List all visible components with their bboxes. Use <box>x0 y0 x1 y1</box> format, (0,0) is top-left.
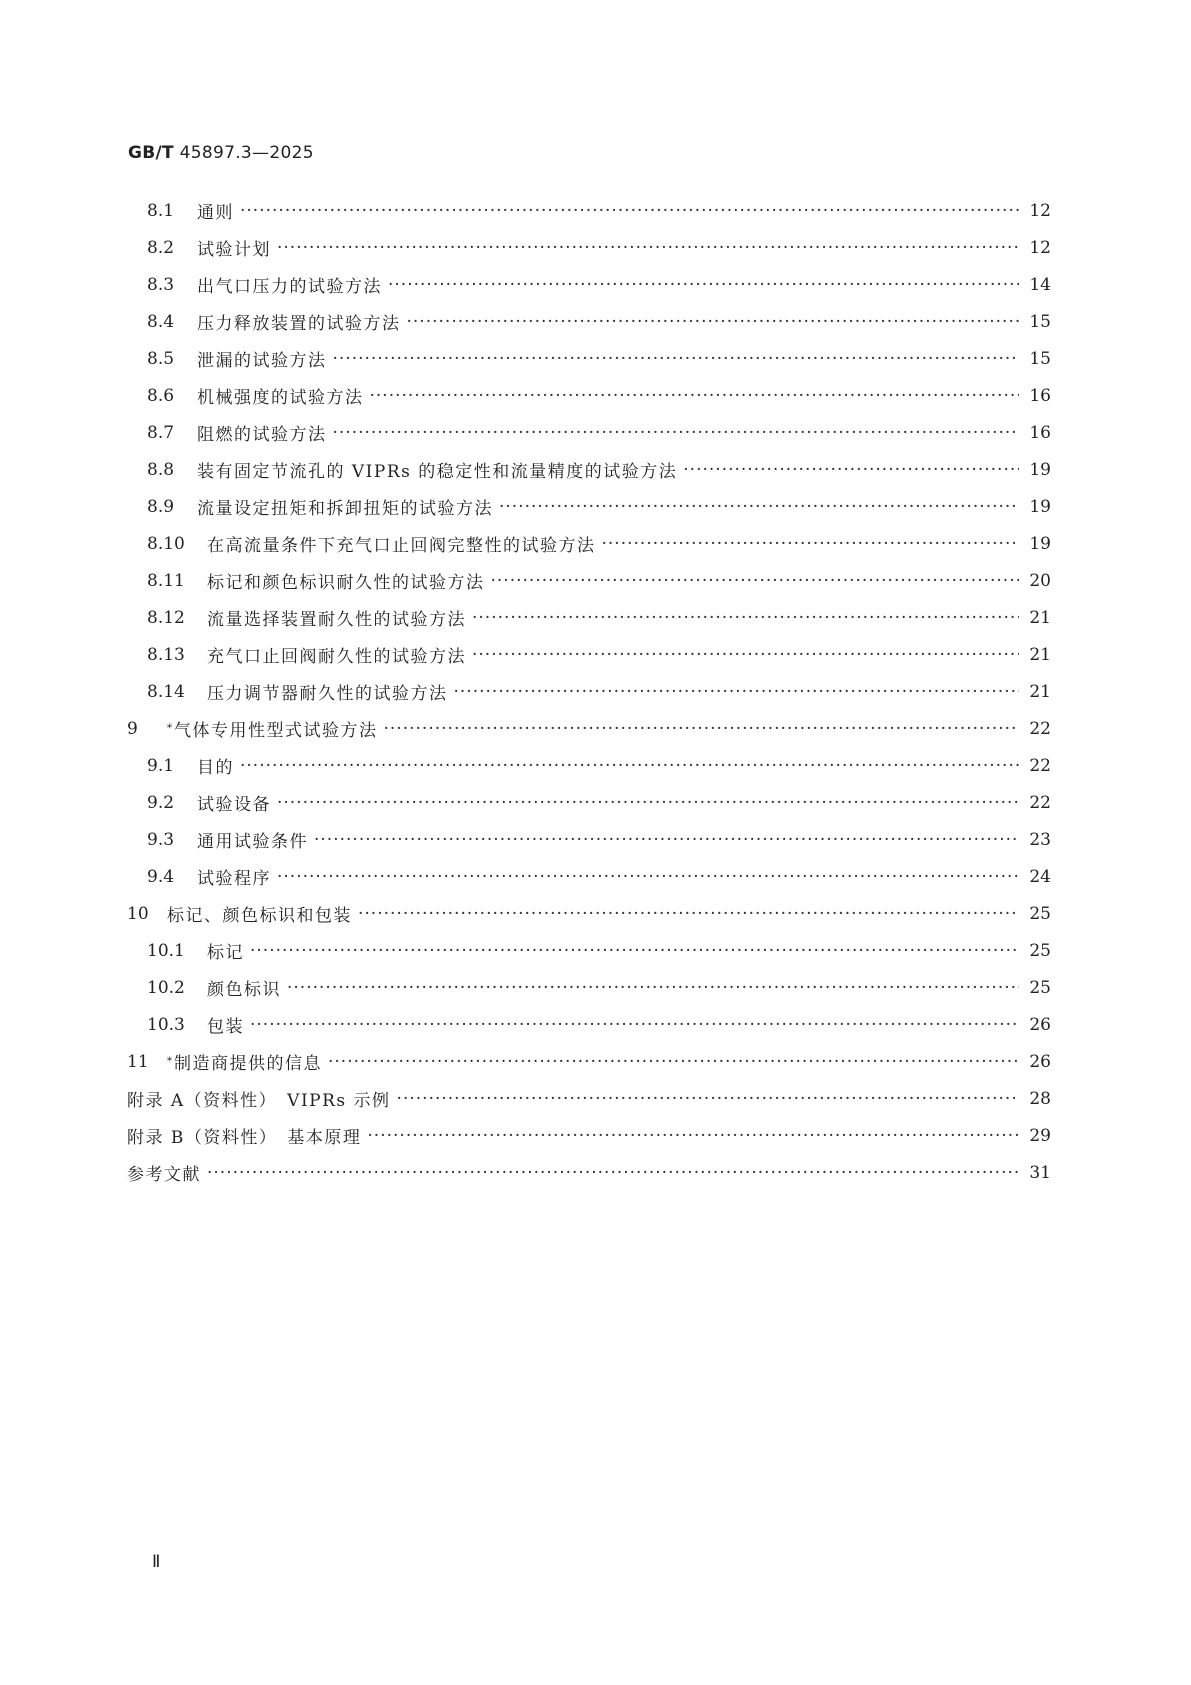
dot-leader <box>333 423 1020 443</box>
toc-entry-number: 9 <box>127 718 138 739</box>
toc-entry[interactable] <box>127 451 1051 488</box>
toc-entry-title: 通则 <box>197 203 234 223</box>
toc-entry[interactable] <box>127 303 1051 340</box>
toc-entry[interactable] <box>127 192 1051 229</box>
toc-entry[interactable] <box>127 266 1051 303</box>
toc-entry-page: 21 <box>1029 607 1051 628</box>
dot-leader <box>388 275 1019 295</box>
dot-leader <box>328 1052 1019 1072</box>
toc-entry-number: 8.8 <box>147 459 175 480</box>
toc-entry-title: 装有固定节流孔的 VIPRs 的稳定性和流量精度的试验方法 <box>197 462 678 482</box>
table-of-contents <box>127 192 1051 1191</box>
toc-entry-title: 压力调节器耐久性的试验方法 <box>207 684 448 704</box>
toc-entry-number: 9.1 <box>147 755 175 776</box>
toc-entry-page: 16 <box>1029 422 1051 443</box>
toc-entry-title: 目的 <box>197 758 234 778</box>
toc-entry-title: 颜色标识 <box>207 980 281 1000</box>
toc-entry-title: 机械强度的试验方法 <box>197 388 364 408</box>
toc-entry-title: 压力释放装置的试验方法 <box>197 314 401 334</box>
toc-entry[interactable] <box>127 673 1051 710</box>
toc-entry-number: 8.4 <box>147 311 175 332</box>
dot-leader <box>358 904 1019 924</box>
toc-entry-title: 试验程序 <box>197 869 271 889</box>
toc-entry[interactable] <box>127 932 1051 969</box>
document-header <box>128 143 314 163</box>
toc-entry[interactable] <box>127 488 1051 525</box>
page-number: Ⅱ <box>152 1552 161 1571</box>
toc-entry-number: 9.2 <box>147 792 175 813</box>
dot-leader <box>277 867 1019 887</box>
dot-leader <box>472 608 1019 628</box>
toc-entry-page: 22 <box>1029 792 1051 813</box>
toc-entry-number: 8.3 <box>147 274 175 295</box>
toc-entry[interactable] <box>127 525 1051 562</box>
toc-entry-title: 附录 B（资料性） 基本原理 <box>127 1128 362 1148</box>
toc-entry[interactable] <box>127 562 1051 599</box>
dot-leader <box>333 349 1020 369</box>
toc-entry-number: 8.6 <box>147 385 175 406</box>
dot-leader <box>397 1089 1019 1109</box>
toc-entry[interactable] <box>127 747 1051 784</box>
toc-entry[interactable] <box>127 1154 1051 1191</box>
toc-entry-title: 制造商提供的信息 <box>174 1054 322 1074</box>
toc-entry-title: 在高流量条件下充气口止回阀完整性的试验方法 <box>207 536 596 556</box>
dot-leader <box>287 978 1019 998</box>
toc-entry-page: 21 <box>1029 681 1051 702</box>
toc-entry-title: 标记、颜色标识和包装 <box>167 906 352 926</box>
toc-entry-number: 8.7 <box>147 422 175 443</box>
dot-leader <box>491 571 1020 591</box>
toc-entry-page: 12 <box>1029 200 1051 221</box>
toc-entry-page: 26 <box>1029 1014 1051 1035</box>
toc-entry-page: 15 <box>1029 311 1051 332</box>
toc-entry[interactable] <box>127 636 1051 673</box>
toc-entry-number: 8.9 <box>147 496 175 517</box>
toc-entry-title: 泄漏的试验方法 <box>197 351 327 371</box>
toc-entry-page: 29 <box>1029 1125 1051 1146</box>
toc-entry-page: 25 <box>1029 903 1051 924</box>
toc-entry-title: 标记 <box>207 943 244 963</box>
toc-entry-number: 8.2 <box>147 237 175 258</box>
toc-entry-title: 通用试验条件 <box>197 832 308 852</box>
toc-entry-title: 流量选择装置耐久性的试验方法 <box>207 610 466 630</box>
toc-entry[interactable] <box>127 821 1051 858</box>
toc-entry-page: 22 <box>1029 718 1051 739</box>
toc-entry-title: 试验设备 <box>197 795 271 815</box>
toc-entry-number: 8.1 <box>147 200 175 221</box>
toc-entry-page: 19 <box>1029 496 1051 517</box>
toc-entry-page: 19 <box>1029 533 1051 554</box>
toc-entry[interactable] <box>127 414 1051 451</box>
dot-leader <box>683 460 1019 480</box>
dot-leader <box>277 238 1019 258</box>
toc-entry-page: 22 <box>1029 755 1051 776</box>
toc-entry-page: 19 <box>1029 459 1051 480</box>
toc-entry-number: 10.3 <box>147 1014 185 1035</box>
toc-entry[interactable] <box>127 1043 1051 1080</box>
toc-entry-number: 10.2 <box>147 977 185 998</box>
toc-entry[interactable] <box>127 784 1051 821</box>
toc-entry-title: 标记和颜色标识耐久性的试验方法 <box>207 573 485 593</box>
toc-entry[interactable] <box>127 377 1051 414</box>
toc-entry-page: 25 <box>1029 977 1051 998</box>
toc-entry-page: 14 <box>1029 274 1051 295</box>
toc-entry-number: 8.11 <box>147 570 185 591</box>
dot-leader <box>367 1126 1019 1146</box>
toc-entry-page: 31 <box>1029 1162 1051 1183</box>
toc-entry[interactable] <box>127 969 1051 1006</box>
toc-entry-title: 气体专用性型式试验方法 <box>174 721 378 741</box>
toc-entry-title: 参考文献 <box>127 1165 201 1185</box>
toc-entry[interactable] <box>127 1117 1051 1154</box>
dot-leader <box>499 497 1019 517</box>
toc-entry-number: 8.12 <box>147 607 185 628</box>
toc-entry[interactable] <box>127 340 1051 377</box>
dot-leader <box>314 830 1019 850</box>
dot-leader <box>240 756 1019 776</box>
toc-entry-number: 10 <box>127 903 149 924</box>
toc-entry-number: 8.13 <box>147 644 185 665</box>
toc-entry-page: 16 <box>1029 385 1051 406</box>
toc-entry-page: 25 <box>1029 940 1051 961</box>
toc-entry-title: 流量设定扭矩和拆卸扭矩的试验方法 <box>197 499 493 519</box>
toc-entry[interactable] <box>127 1080 1051 1117</box>
toc-entry-title: 包装 <box>207 1017 244 1037</box>
toc-entry[interactable] <box>127 229 1051 266</box>
asterisk-marker: * <box>167 1056 172 1067</box>
toc-entry[interactable] <box>127 895 1051 932</box>
dot-leader <box>277 793 1019 813</box>
toc-entry-title: 附录 A（资料性） VIPRs 示例 <box>127 1091 391 1111</box>
dot-leader <box>407 312 1020 332</box>
toc-entry-page: 23 <box>1029 829 1051 850</box>
dot-leader <box>602 534 1020 554</box>
dot-leader <box>370 386 1020 406</box>
toc-entry-page: 26 <box>1029 1051 1051 1072</box>
toc-entry-number: 11 <box>127 1051 149 1072</box>
dot-leader <box>240 201 1019 221</box>
toc-entry-page: 21 <box>1029 644 1051 665</box>
dot-leader <box>384 719 1020 739</box>
toc-entry-number: 9.4 <box>147 866 175 887</box>
toc-entry-number: 8.5 <box>147 348 175 369</box>
toc-entry-page: 15 <box>1029 348 1051 369</box>
dot-leader <box>250 941 1019 961</box>
standard-code: GB/T <box>128 143 174 163</box>
dot-leader <box>472 645 1019 665</box>
toc-entry-number: 8.14 <box>147 681 185 702</box>
toc-entry-page: 12 <box>1029 237 1051 258</box>
toc-entry[interactable] <box>127 858 1051 895</box>
toc-entry[interactable] <box>127 599 1051 636</box>
dot-leader <box>207 1163 1019 1183</box>
toc-entry-title: 出气口压力的试验方法 <box>197 277 382 297</box>
dot-leader <box>250 1015 1019 1035</box>
toc-entry-number: 10.1 <box>147 940 185 961</box>
toc-entry-title: 试验计划 <box>197 240 271 260</box>
toc-entry-number: 9.3 <box>147 829 175 850</box>
toc-entry-page: 28 <box>1029 1088 1051 1109</box>
asterisk-marker: * <box>167 723 172 734</box>
toc-entry-page: 20 <box>1029 570 1051 591</box>
toc-entry[interactable] <box>127 710 1051 747</box>
dot-leader <box>454 682 1020 702</box>
toc-entry[interactable] <box>127 1006 1051 1043</box>
toc-entry-title: 阻燃的试验方法 <box>197 425 327 445</box>
standard-number: 45897.3—2025 <box>179 143 314 163</box>
toc-entry-page: 24 <box>1029 866 1051 887</box>
toc-entry-title: 充气口止回阀耐久性的试验方法 <box>207 647 466 667</box>
toc-entry-number: 8.10 <box>147 533 185 554</box>
